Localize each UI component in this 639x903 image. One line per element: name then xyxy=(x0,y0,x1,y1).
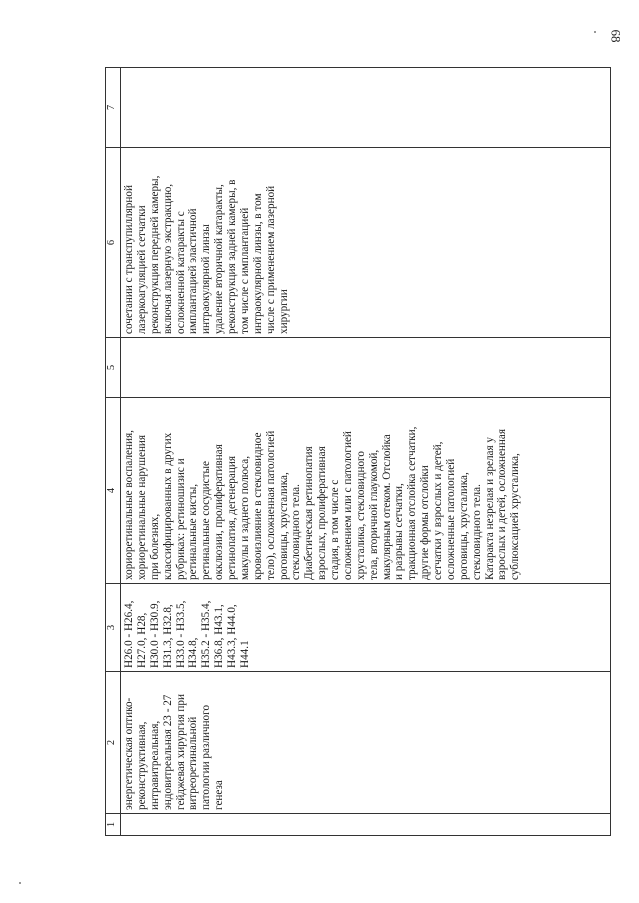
cell-cost xyxy=(121,68,611,148)
rotated-document-sheet xyxy=(105,68,613,836)
scan-speck xyxy=(594,31,596,33)
column-number: 7 xyxy=(106,68,121,148)
table-row xyxy=(121,68,611,836)
column-number-row xyxy=(106,68,121,836)
scan-speck xyxy=(19,882,21,884)
column-number: 3 xyxy=(106,584,121,672)
cell-method-description: энергетическая оптико- реконструктивная, интравитреальная, эндовитреальная 23 - 27 гейджевая хирургия при витреоретинальной патологии различного генеза xyxy=(121,672,611,814)
cell-icd-codes: H26.0 - H26.4, H27.0, H28, H30.0 - H30.9, H31.3, H32.8, H33.0 - H33.5, H34.8, H35.2 - H35.4, H36.8, H43.1, H43.3, H44.0, H44.1 xyxy=(121,584,611,672)
column-number: 5 xyxy=(106,338,121,398)
cell-treatment-method: сочетании с транспупиллярной лазеркоагуляцией сетчатки реконструкция передней камеры, включая лазерную экстракцию, осложненной катаракты с имплантацией эластичной интраокулярной линзы удаление вторичной катаракты, реконструкция задней камеры, в том числе с имплантацией интраокулярной линзы, в том числе с применением лазерной хирургии xyxy=(121,148,611,338)
cell-treatment-type xyxy=(121,338,611,398)
page-number: 68 xyxy=(608,29,624,43)
cell-number xyxy=(121,814,611,836)
cell-disease-model: хориоретинальные воспаления, хориоретинальные нарушения при болезнях, классифицированных в других рубриках: ретиношизис и ретинальные кисты, ретинальные сосудистые окклюзии, пролиферативная ретинопатия, дегенерация макулы и заднего полюса, кровоизлияние в стекловидное тело), осложненная патологией роговицы, хрусталика, стекловидного тела. Диабетическая ретинопатия взрослых, пролиферативная стадия, в том числе с осложнением или с патологией хрусталика, стекловидного тела, вторичной глаукомой, макулярным отеком. Отслойка и разрывы сетчатки, тракционная отслойка сетчатки, другие формы отслойки сетчатки у взрослых и детей, осложненные патологией роговицы, хрусталика, стекловидного тела. Катаракта незрелая и зрелая у взрослых и детей, осложненная сублюксацией хрусталика, xyxy=(121,398,611,584)
medical-care-table xyxy=(105,67,611,836)
column-number: 4 xyxy=(106,398,121,584)
column-number: 1 xyxy=(106,814,121,836)
column-number: 2 xyxy=(106,672,121,814)
column-number: 6 xyxy=(106,148,121,338)
